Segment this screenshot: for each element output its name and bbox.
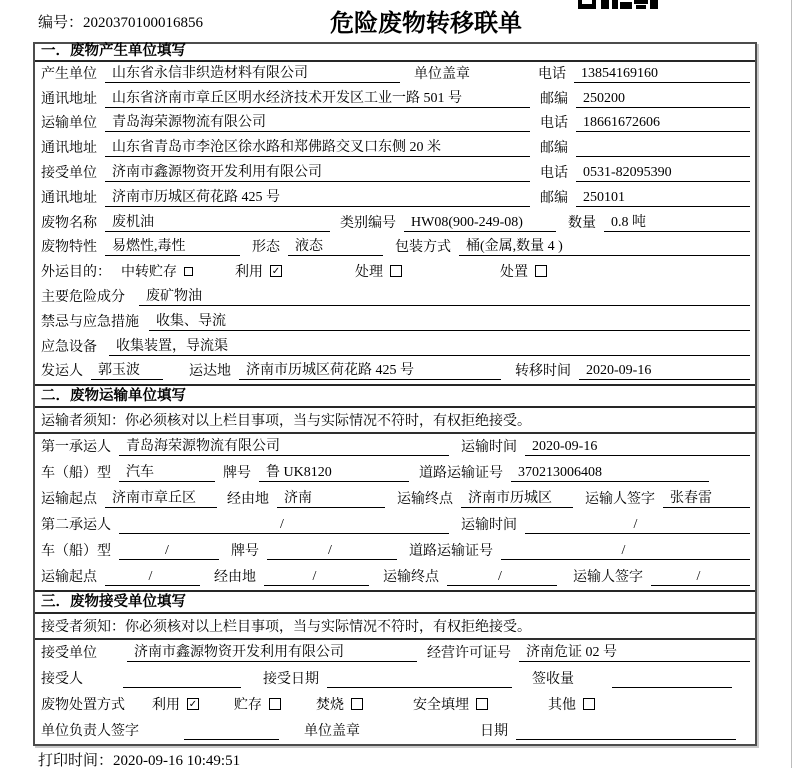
first-vehicle-type-label: 车（船）型 (41, 466, 111, 482)
qr-code-fragment-icon (578, 0, 664, 9)
first-vehicle-type-value: 汽车 (119, 461, 215, 482)
purpose-utilize-label: 利用 (235, 265, 263, 281)
disposal-utilize-label: 利用 (152, 698, 180, 714)
emergency-equipment-label: 应急设备 (41, 339, 97, 355)
disposal-other-label: 其他 (548, 698, 576, 714)
transport-phone-value: 18661672606 (576, 115, 750, 132)
first-carrier-sign-label: 运输人签字 (585, 492, 655, 508)
purpose-option-utilize (235, 261, 282, 281)
waste-quantity-value: 0.8 吨 (604, 211, 750, 232)
purpose-treat-checkbox (390, 265, 402, 277)
first-transport-time-value: 2020-09-16 (525, 439, 750, 456)
serial-number-label: 编号： (38, 15, 84, 31)
generator-phone-value: 13854169160 (574, 66, 750, 83)
waste-property-value: 易燃性,毒性 (105, 235, 240, 256)
waste-category-value: HW08(900-249-08) (404, 215, 556, 232)
first-route-via-label: 经由地 (227, 492, 269, 508)
serial-number (38, 11, 203, 32)
section2-heading: 二．废物运输单位填写 (35, 384, 755, 408)
section3-heading: 三．废物接受单位填写 (35, 590, 755, 614)
waste-quantity-label: 数量 (568, 215, 596, 231)
second-carrier-label: 第二承运人 (41, 518, 111, 534)
receiver-notice-label: 接受者须知： (41, 620, 125, 636)
disposal-utilize-checkbox: ✓ (188, 699, 198, 711)
waste-name-value: 废机油 (105, 211, 330, 232)
disposal-option-landfill (413, 694, 488, 714)
second-route-end-value: / (447, 569, 557, 586)
transfer-time-label: 转移时间 (515, 364, 571, 380)
row-second-carrier (35, 512, 755, 538)
first-route-start-label: 运输起点 (41, 492, 97, 508)
waste-form-value: 液态 (288, 235, 383, 256)
row-receiver-unit (35, 161, 755, 186)
transport-phone-label: 电话 (540, 116, 568, 132)
responsible-sign-value (184, 739, 279, 740)
disposal-incinerate-label: 焚烧 (316, 698, 344, 714)
purpose-transfer-storage-label: 中转贮存 (121, 265, 177, 281)
destination-value: 济南市历城区荷花路 425 号 (239, 359, 501, 380)
second-route-start-value: / (105, 569, 200, 586)
receiver-notice (35, 614, 755, 640)
second-plate-value: / (267, 543, 397, 560)
transport-postal-value (576, 156, 750, 157)
row-first-route (35, 486, 755, 512)
row-transport-unit (35, 112, 755, 137)
receiver-postal-value: 250101 (576, 190, 750, 207)
purpose-option-transfer-storage (121, 261, 193, 281)
row-disposal-method (35, 692, 755, 718)
disposal-method-label: 废物处置方式 (41, 698, 125, 714)
purpose-utilize-checkbox: ✓ (271, 266, 281, 278)
sign-date-value (516, 739, 736, 740)
disposal-other-checkbox (583, 698, 595, 710)
waste-form-label: 形态 (252, 240, 280, 256)
transporter-notice-label: 运输者须知： (41, 414, 125, 430)
row-hazard-component (35, 285, 755, 310)
second-route-via-label: 经由地 (214, 570, 256, 586)
transport-address-value: 山东省青岛市李沧区徐水路和郑佛路交叉口东侧 20 米 (105, 136, 530, 157)
transfer-purpose-label: 外运目的： (41, 265, 111, 281)
page-title: 危险废物转移联单 (330, 11, 522, 37)
row-transport-address (35, 136, 755, 161)
disposal-storage-checkbox (269, 698, 281, 710)
destination-label: 运达地 (189, 364, 231, 380)
transporter-notice (35, 408, 755, 434)
second-road-license-value: / (501, 543, 750, 560)
transfer-time-value: 2020-09-16 (579, 363, 750, 380)
purpose-dispose-checkbox (535, 265, 547, 277)
row-dispatcher (35, 360, 755, 385)
disposal-landfill-checkbox (476, 698, 488, 710)
row-responsible-signature (35, 718, 755, 744)
receiver-postal-label: 邮编 (540, 190, 568, 206)
waste-name-label: 废物名称 (41, 215, 97, 231)
row-second-vehicle (35, 538, 755, 564)
first-route-via-value: 济南 (277, 487, 385, 508)
row-generator-address (35, 87, 755, 112)
acceptance-date-label: 接受日期 (263, 672, 319, 688)
disposal-incinerate-checkbox (351, 698, 363, 710)
receiver-notice-text: 你必须核对以上栏目事项，当与实际情况不符时，有权拒绝接受。 (125, 620, 531, 636)
unit-seal2-label: 单位盖章 (304, 724, 360, 740)
business-license-label: 经营许可证号 (427, 646, 511, 662)
second-plate-label: 牌号 (231, 544, 259, 560)
waste-category-label: 类别编号 (340, 215, 396, 231)
emergency-measures-label: 禁忌与应急措施 (41, 314, 139, 330)
receiver-address-label: 通讯地址 (41, 190, 97, 206)
second-route-start-label: 运输起点 (41, 570, 97, 586)
emergency-measures-value: 收集、导流 (149, 310, 750, 331)
receiver-address-value: 济南市历城区荷花路 425 号 (105, 186, 530, 207)
first-plate-value: 鲁 UK8120 (259, 461, 409, 482)
first-carrier-label: 第一承运人 (41, 440, 111, 456)
hazard-component-label: 主要危险成分 (41, 289, 125, 305)
row-waste-name (35, 211, 755, 236)
row-waste-property (35, 236, 755, 261)
generator-postal-value: 250200 (576, 91, 750, 108)
transport-postal-label: 邮编 (540, 141, 568, 157)
row-receiver-address (35, 186, 755, 211)
row-first-carrier (35, 434, 755, 460)
disposal-option-utilize (152, 694, 199, 714)
business-license-value: 济南危证 02 号 (519, 641, 750, 662)
print-time-label: 打印时间： (38, 753, 114, 769)
received-amount-label: 签收量 (532, 672, 574, 688)
dispatcher-label: 发运人 (41, 364, 83, 380)
purpose-treat-label: 处理 (355, 265, 383, 281)
row-second-route (35, 564, 755, 590)
second-route-via-value: / (264, 569, 369, 586)
generator-address-label: 通讯地址 (41, 91, 97, 107)
second-road-license-label: 道路运输证号 (409, 544, 493, 560)
disposal-landfill-label: 安全填埋 (413, 698, 469, 714)
disposal-option-incinerate (316, 694, 363, 714)
transport-unit-label: 运输单位 (41, 116, 97, 132)
manifest-form (33, 42, 757, 746)
second-route-end-label: 运输终点 (383, 570, 439, 586)
sign-date-label: 日期 (480, 724, 508, 740)
generator-unit-label: 产生单位 (41, 66, 97, 82)
transporter-notice-text: 你必须核对以上栏目事项，当与实际情况不符时，有权拒绝接受。 (125, 414, 531, 430)
serial-number-value: 2020370100016856 (83, 15, 204, 31)
unit-seal-label: 单位盖章 (414, 66, 470, 82)
receiver-phone-value: 0531-82095390 (576, 165, 750, 182)
disposal-storage-label: 贮存 (234, 698, 262, 714)
second-vehicle-type-label: 车（船）型 (41, 544, 111, 560)
generator-phone-label: 电话 (538, 66, 566, 82)
row-emergency-equipment (35, 335, 755, 360)
first-road-license-value: 370213006408 (511, 465, 709, 482)
row-emergency-measures (35, 310, 755, 335)
acceptor-value (123, 687, 241, 688)
responsible-sign-label: 单位负责人签字 (41, 724, 139, 740)
row-first-vehicle (35, 460, 755, 486)
second-transport-time-label: 运输时间 (461, 518, 517, 534)
section1-heading: 一．废物产生单位填写 (35, 44, 755, 62)
generator-address-value: 山东省济南市章丘区明水经济技术开发区工业一路 501 号 (105, 87, 530, 108)
print-time-value: 2020-09-16 10:49:51 (113, 753, 241, 769)
row-acceptance (35, 666, 755, 692)
received-amount-value (612, 687, 732, 688)
purpose-dispose-label: 处置 (500, 265, 528, 281)
first-route-start-value: 济南市章丘区 (105, 487, 217, 508)
print-time (38, 749, 240, 770)
disposal-option-storage (234, 694, 281, 714)
waste-property-label: 废物特性 (41, 240, 97, 256)
purpose-transfer-storage-checkbox (184, 267, 193, 276)
acceptor-label: 接受人 (41, 672, 83, 688)
row-generator-unit (35, 62, 755, 87)
page-edge-divider (791, 0, 792, 768)
second-carrier-value: / (119, 517, 449, 534)
first-route-end-label: 运输终点 (397, 492, 453, 508)
accepting-unit-value: 济南市鑫源物资开发利用有限公司 (127, 641, 417, 662)
row-accepting-unit (35, 640, 755, 666)
disposal-option-other (548, 694, 595, 714)
first-road-license-label: 道路运输证号 (419, 466, 503, 482)
first-carrier-sign-value: 张春雷 (663, 487, 750, 508)
packing-method-value: 桶(金属,数量 4 ) (459, 235, 750, 256)
purpose-option-treat (355, 261, 402, 281)
second-transport-time-value: / (525, 517, 750, 534)
dispatcher-value: 郭玉波 (91, 359, 163, 380)
purpose-option-dispose (500, 261, 547, 281)
receiver-phone-label: 电话 (540, 165, 568, 181)
emergency-equipment-value: 收集装置，导流渠 (109, 335, 750, 356)
second-carrier-sign-label: 运输人签字 (573, 570, 643, 586)
transport-address-label: 通讯地址 (41, 141, 97, 157)
second-carrier-sign-value: / (651, 569, 750, 586)
first-carrier-value: 青岛海荣源物流有限公司 (119, 435, 449, 456)
second-vehicle-type-value: / (119, 543, 219, 560)
hazard-component-value: 废矿物油 (139, 285, 750, 306)
first-plate-label: 牌号 (223, 466, 251, 482)
first-transport-time-label: 运输时间 (461, 440, 517, 456)
receiver-unit-value: 济南市鑫源物资开发利用有限公司 (105, 161, 530, 182)
generator-postal-label: 邮编 (540, 91, 568, 107)
acceptance-date-value (327, 687, 512, 688)
accepting-unit-label: 接受单位 (41, 646, 97, 662)
receiver-unit-label: 接受单位 (41, 165, 97, 181)
packing-method-label: 包装方式 (395, 240, 451, 256)
row-transfer-purpose (35, 260, 755, 285)
generator-unit-value: 山东省永信非织造材料有限公司 (105, 62, 400, 83)
first-route-end-value: 济南市历城区 (461, 487, 573, 508)
transport-unit-value: 青岛海荣源物流有限公司 (105, 111, 530, 132)
